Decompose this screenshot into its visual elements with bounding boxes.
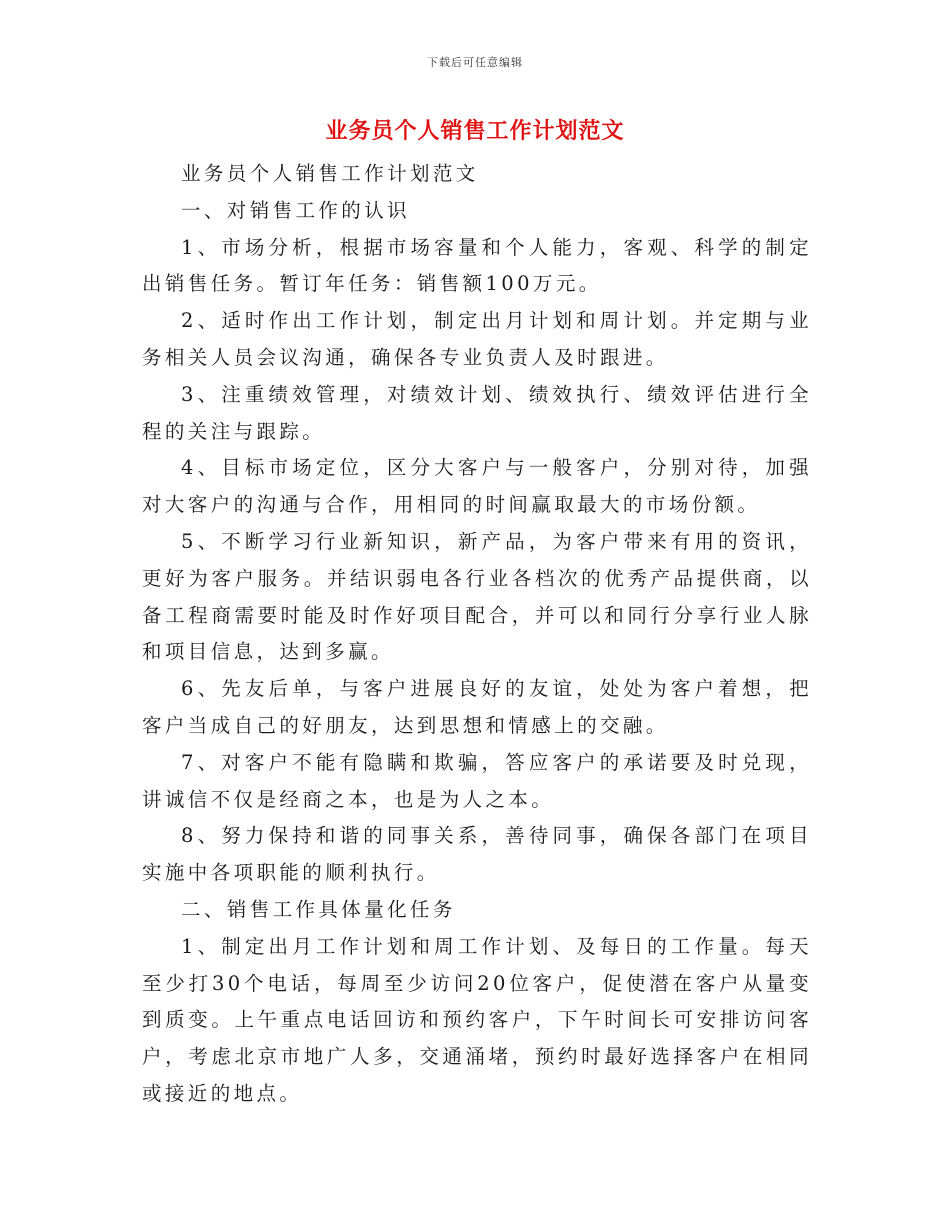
paragraph: 3、注重绩效管理，对绩效计划、绩效执行、绩效评估进行全程的关注与跟踪。 <box>142 382 812 443</box>
page-header-note: 下载后可任意编辑 <box>427 56 523 69</box>
section-heading-2: 二、销售工作具体量化任务 <box>181 897 456 921</box>
document-body <box>142 156 812 1113</box>
paragraph: 5、不断学习行业新知识，新产品，为客户带来有用的资讯，更好为客户服务。并结识弱电各行业各档次的优秀产品提供商，以备工程商需要时能及时作好项目配合，并可以和同行分享行业人脉和项目信息，达到多赢。 <box>142 529 812 664</box>
paragraph: 2、适时作出工作计划，制定出月计划和周计划。并定期与业务相关人员会议沟通，确保各专业负责人及时跟进。 <box>142 309 812 369</box>
section-heading-1: 一、对销售工作的认识 <box>181 198 411 222</box>
paragraph: 1、制定出月工作计划和周工作计划、及每日的工作量。每天至少打30个电话，每周至少访问20位客户，促使潜在客户从量变到质变。上午重点电话回访和预约客户，下午时间长可安排访问客户，考虑北京市地广人多，交通涌堵，预约时最好选择客户在相同或接近的地点。 <box>142 934 812 1105</box>
document-title: 业务员个人销售工作计划范文 <box>325 118 625 144</box>
paragraph-subtitle: 业务员个人销售工作计划范文 <box>181 162 479 185</box>
paragraph: 8、努力保持和谐的同事关系，善待同事，确保各部门在项目实施中各项职能的顺利执行。 <box>142 824 812 885</box>
paragraph: 6、先友后单，与客户进展良好的友谊，处处为客户着想，把客户当成自己的好朋友，达到思想和情感上的交融。 <box>142 677 812 737</box>
paragraph: 4、目标市场定位，区分大客户与一般客户，分别对待，加强对大客户的沟通与合作，用相同的时间赢取最大的市场份额。 <box>142 456 812 517</box>
paragraph: 1、市场分析，根据市场容量和个人能力，客观、科学的制定出销售任务。暂订年任务：销售额100万元。 <box>142 235 812 296</box>
paragraph: 7、对客户不能有隐瞒和欺骗，答应客户的承诺要及时兑现，讲诚信不仅是经商之本，也是为人之本。 <box>142 750 812 811</box>
